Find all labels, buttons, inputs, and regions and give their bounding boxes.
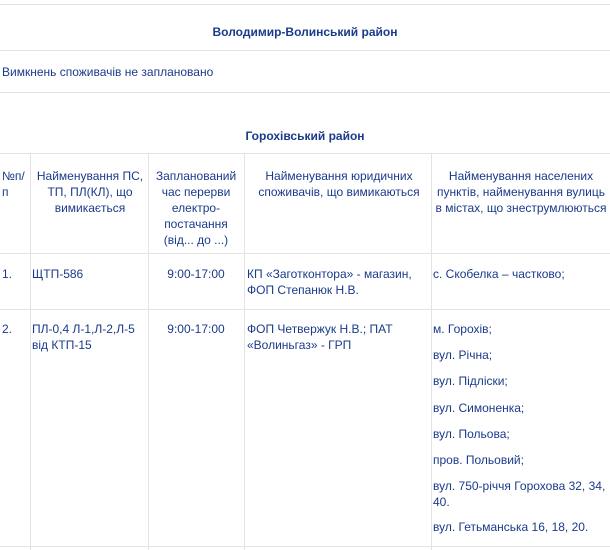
district-title-volodymyr-volynskyi: Володимир-Волинський район	[212, 25, 398, 39]
header-planned-time: Запланований час перерви електро-постачання (від... до ...)	[155, 169, 237, 247]
row-2-line: ПЛ-0,4 Л-1,Л-2,Л-5 від КТП-15	[32, 322, 135, 352]
row-1-number: 1.	[2, 267, 13, 281]
row-1-location: с. Скобелка – частково;	[433, 267, 565, 281]
row-2-location: вул. 750-річчя Горохова 32, 34, 40.	[433, 479, 606, 509]
district-title-horokhiv: Горохівський район	[245, 129, 365, 143]
column-divider	[30, 153, 31, 550]
divider	[0, 50, 610, 51]
row-divider	[0, 546, 610, 547]
no-outages-notice: Вимкнень споживачів не заплановано	[2, 65, 214, 79]
row-divider	[0, 309, 610, 310]
divider	[0, 153, 610, 154]
column-divider	[244, 153, 245, 550]
row-divider	[0, 253, 610, 254]
row-2-legal: ФОП Четвержук Н.В.; ПАТ «Волиньгаз» - ГРП	[247, 322, 393, 352]
row-1-legal: КП «Заготконтора» - магазин, ФОП Степанюк Н.В.	[247, 267, 412, 297]
row-2-location: вул. Річна;	[433, 348, 493, 362]
header-settlements: Найменування населених пунктів, найменування вулиць в містах, що знеструмлюються	[435, 169, 607, 215]
row-2-location: вул. Симоненка;	[433, 401, 525, 415]
row-1-line: ЩТП-586	[32, 267, 84, 281]
column-divider	[148, 153, 149, 550]
row-1-time: 9:00-17:00	[167, 267, 225, 281]
row-2-location: вул. Польова;	[433, 427, 510, 441]
row-2-location: вул. Гетьманська 16, 18, 20.	[433, 520, 589, 534]
header-number: №п/п	[2, 169, 25, 199]
divider	[0, 4, 610, 5]
row-2-location: м. Горохів;	[433, 322, 492, 336]
header-line-name: Найменування ПС, ТП, ПЛ(КЛ), що вимикається	[36, 169, 144, 215]
divider	[0, 92, 610, 93]
row-2-location: вул. Підліски;	[433, 374, 508, 388]
column-divider	[431, 153, 432, 550]
header-legal-consumers: Найменування юридичних споживачів, що вимикаються	[258, 169, 420, 199]
row-2-time: 9:00-17:00	[167, 322, 225, 336]
row-2-number: 2.	[2, 322, 13, 336]
row-2-location: пров. Польовий;	[433, 453, 524, 467]
